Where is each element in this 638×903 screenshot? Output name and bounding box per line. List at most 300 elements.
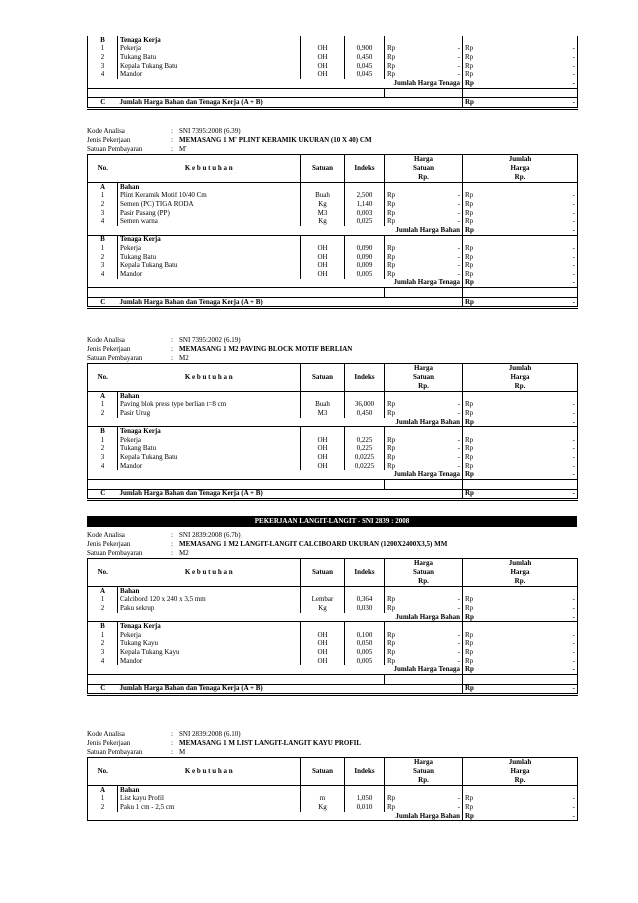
item-index: 0,005	[345, 648, 385, 657]
total-price-value: -	[479, 604, 578, 613]
unit-price-value: -	[401, 261, 463, 270]
table-header-row	[88, 577, 578, 587]
header-harga-satuan: Harga	[385, 155, 463, 165]
total-price-value: -	[479, 192, 578, 201]
total-price-value: -	[479, 401, 578, 410]
empty-cell	[463, 674, 479, 684]
table-header-row	[88, 776, 578, 786]
total-price-value: -	[479, 200, 578, 209]
empty-cell	[88, 382, 118, 392]
currency-label: Rp	[387, 444, 396, 453]
item-index: 0,450	[345, 409, 385, 418]
spacer-row	[88, 288, 578, 298]
empty-cell	[301, 183, 345, 192]
group-header-row	[88, 786, 578, 795]
item-index: 0,005	[345, 657, 385, 666]
unit-price-value: -	[401, 409, 463, 418]
item-description: Mandor	[120, 70, 143, 79]
item-description: Paku 1 cm - 2,5 cm	[120, 803, 175, 811]
header-harga-satuan: Rp.	[385, 173, 463, 183]
table-row	[88, 795, 578, 804]
grand-total-row	[88, 684, 578, 695]
currency-label: Rp	[387, 656, 396, 665]
item-number: 3	[88, 62, 118, 71]
item-number: 3	[88, 648, 118, 657]
table-header-row	[88, 559, 578, 569]
info-separator: :	[171, 353, 173, 362]
item-number: 1	[88, 192, 118, 201]
item-number: 1	[88, 401, 118, 410]
info-value: SNI 7395:2002 (6.19)	[179, 336, 241, 344]
item-index: 0,225	[345, 436, 385, 445]
empty-cell	[301, 235, 345, 244]
currency-label: Rp	[465, 648, 474, 656]
unit-price-value: -	[401, 462, 463, 471]
table-header-row	[88, 173, 578, 183]
empty-cell	[463, 36, 479, 45]
item-unit: Kg	[301, 200, 345, 209]
table-row	[88, 596, 578, 605]
currency-label: Rp	[465, 400, 474, 409]
empty-cell	[385, 786, 401, 795]
unit-price-value: -	[401, 453, 463, 462]
total-price-value: -	[479, 217, 578, 226]
empty-cell	[88, 479, 118, 489]
currency-label: Rp	[463, 489, 479, 500]
group-letter: B	[88, 235, 118, 244]
analysis-table	[87, 154, 578, 309]
item-unit: OH	[301, 462, 345, 471]
empty-cell	[301, 559, 345, 569]
empty-cell	[118, 758, 301, 768]
spacer-row	[88, 479, 578, 489]
empty-cell	[401, 427, 463, 436]
table-row	[88, 45, 578, 54]
empty-cell	[301, 382, 345, 392]
subtotal-bahan-row	[88, 418, 578, 427]
header-no: No.	[88, 767, 118, 776]
info-label: Jenis Pekerjaan	[87, 344, 131, 353]
item-description: Plint Keramik Motif 10/40 Cm	[120, 191, 207, 200]
item-description: Kepala Tukang Batu	[120, 261, 178, 270]
currency-label: Rp	[387, 595, 396, 604]
item-unit: OH	[301, 640, 345, 649]
empty-cell	[118, 173, 301, 183]
empty-cell	[479, 36, 578, 45]
currency-label: Rp	[463, 418, 479, 427]
subtotal-value: -	[479, 79, 578, 88]
empty-cell	[385, 288, 401, 298]
header-harga-satuan: Satuan	[385, 568, 463, 577]
item-description: Tukang Batu	[120, 252, 157, 261]
currency-label: Rp	[387, 435, 396, 444]
info-separator: :	[171, 548, 173, 557]
item-description: Semen (PC) TIGA RODA	[120, 200, 194, 208]
empty-cell	[301, 88, 345, 98]
grand-total-label: Jumlah Harga Bahan dan Tenaga Kerja (A + B)	[118, 297, 463, 308]
group-header-row	[88, 427, 578, 436]
info-label: Jenis Pekerjaan	[87, 738, 131, 747]
item-unit: m	[301, 795, 345, 804]
empty-cell	[385, 622, 401, 631]
item-number: 2	[88, 200, 118, 209]
empty-cell	[345, 577, 385, 587]
item-index: 1,140	[345, 200, 385, 209]
info-label: Satuan Pembayaran	[87, 747, 143, 756]
empty-cell	[345, 183, 385, 192]
currency-label: Rp	[387, 217, 396, 226]
item-description: Paving blok press type berlian t=8 cm	[120, 400, 227, 409]
empty-cell	[88, 665, 118, 674]
empty-cell	[88, 279, 118, 288]
info-value: M2	[179, 548, 189, 557]
header-satuan: Satuan	[301, 373, 345, 382]
header-harga-satuan: Rp.	[385, 382, 463, 392]
total-price-value: -	[479, 795, 578, 804]
total-price-value: -	[479, 62, 578, 71]
empty-cell	[385, 427, 401, 436]
empty-cell	[345, 674, 385, 684]
unit-price-value: -	[401, 640, 463, 649]
currency-label: Rp	[465, 803, 474, 811]
item-index: 0,364	[345, 596, 385, 605]
empty-cell	[463, 288, 479, 298]
table-row	[88, 200, 578, 209]
unit-price-value: -	[401, 657, 463, 666]
header-jumlah-harga: Harga	[463, 767, 578, 776]
currency-label: Rp	[387, 261, 396, 270]
header-jumlah-harga: Rp.	[463, 382, 578, 392]
item-index: 1,050	[345, 795, 385, 804]
info-value: SNI 7395:2008 (6.39)	[179, 127, 241, 135]
item-description: List kayu Profil	[120, 794, 164, 803]
table-row	[88, 604, 578, 613]
unit-price-value: -	[401, 45, 463, 54]
currency-label: Rp	[465, 261, 474, 270]
table-header-row	[88, 382, 578, 392]
item-index: 0,450	[345, 53, 385, 62]
empty-cell	[118, 665, 301, 674]
grand-total-value: -	[479, 297, 578, 308]
currency-label: Rp	[463, 98, 479, 109]
empty-cell	[401, 288, 463, 298]
info-label: Jenis Pekerjaan	[87, 135, 131, 144]
header-jumlah-harga: Rp.	[463, 577, 578, 587]
table-header-row	[88, 767, 578, 776]
unit-price-value: -	[401, 270, 463, 279]
item-unit: OH	[301, 657, 345, 666]
total-price-value: -	[479, 657, 578, 666]
header-jumlah-harga: Jumlah	[463, 364, 578, 374]
item-unit: OH	[301, 436, 345, 445]
subtotal-value: -	[479, 279, 578, 288]
item-unit: OH	[301, 648, 345, 657]
empty-cell	[88, 418, 118, 427]
group-letter: A	[88, 786, 118, 795]
total-price-value: -	[479, 648, 578, 657]
subtotal-value: -	[479, 812, 578, 821]
empty-cell	[463, 392, 479, 401]
info-value: SNI 2839:2008 (6.7b)	[179, 531, 241, 539]
unit-price-value: -	[401, 53, 463, 62]
subtotal-value: -	[479, 418, 578, 427]
analysis-info	[87, 731, 361, 757]
item-unit: Lembar	[301, 596, 345, 605]
analysis-table	[87, 363, 578, 501]
table-row	[88, 217, 578, 226]
group-letter: C	[88, 489, 118, 500]
group-letter: A	[88, 183, 118, 192]
empty-cell	[118, 674, 301, 684]
table-row	[88, 253, 578, 262]
info-value: M'	[179, 144, 187, 153]
empty-cell	[301, 288, 345, 298]
empty-cell	[345, 559, 385, 569]
empty-cell	[301, 392, 345, 401]
item-description: Kepala Tukang Batu	[120, 61, 178, 70]
item-unit: M3	[301, 409, 345, 418]
empty-cell	[88, 674, 118, 684]
empty-cell	[301, 470, 345, 479]
item-description: Pekerja	[120, 244, 141, 252]
empty-cell	[118, 226, 301, 235]
empty-cell	[88, 288, 118, 298]
currency-label: Rp	[387, 400, 396, 409]
currency-label: Rp	[465, 61, 474, 70]
empty-cell	[118, 88, 301, 98]
header-kebutuhan: K e b u t u h a n	[184, 568, 233, 576]
empty-cell	[118, 279, 301, 288]
subtotal-label: Jumlah Harga Tenaga	[345, 279, 463, 288]
currency-label: Rp	[463, 684, 479, 695]
unit-price-value: -	[401, 70, 463, 79]
total-price-value: -	[479, 409, 578, 418]
unit-price-value: -	[401, 445, 463, 454]
unit-price-value: -	[401, 192, 463, 201]
empty-cell	[345, 758, 385, 768]
total-price-value: -	[479, 631, 578, 640]
item-unit: OH	[301, 631, 345, 640]
currency-label: Rp	[387, 208, 396, 217]
empty-cell	[301, 577, 345, 587]
currency-label: Rp	[465, 200, 474, 208]
currency-label: Rp	[387, 803, 396, 811]
total-price-value: -	[479, 596, 578, 605]
empty-cell	[401, 88, 463, 98]
subtotal-bahan-row	[88, 613, 578, 622]
item-number: 4	[88, 70, 118, 79]
item-unit: OH	[301, 270, 345, 279]
item-index: 0,050	[345, 640, 385, 649]
info-separator: :	[171, 747, 173, 756]
currency-label: Rp	[387, 61, 396, 70]
empty-cell	[401, 786, 463, 795]
table-row	[88, 409, 578, 418]
header-harga-satuan: Rp.	[385, 577, 463, 587]
empty-cell	[118, 364, 301, 374]
empty-cell	[385, 392, 401, 401]
currency-label: Rp	[465, 244, 474, 252]
header-indeks: Indeks	[345, 373, 385, 382]
item-description: Semen warna	[120, 217, 158, 226]
item-description: Pekerja	[120, 630, 141, 639]
item-description: Pasir Pasang (PP)	[120, 208, 170, 217]
info-value: SNI 2839:2008 (6.10)	[179, 730, 241, 738]
subtotal-value: -	[479, 226, 578, 235]
empty-cell	[385, 674, 401, 684]
analysis-table	[87, 558, 578, 696]
item-unit: OH	[301, 53, 345, 62]
currency-label: Rp	[465, 630, 474, 639]
info-label: Kode Analisa	[87, 127, 125, 135]
table-header-row	[88, 568, 578, 577]
header-jumlah-harga: Jumlah	[463, 559, 578, 569]
item-unit: Kg	[301, 803, 345, 812]
currency-label: Rp	[465, 444, 474, 453]
empty-cell	[88, 577, 118, 587]
empty-cell	[345, 622, 385, 631]
empty-cell	[88, 173, 118, 183]
group-header-row	[88, 183, 578, 192]
empty-cell	[301, 786, 345, 795]
spacer-row	[88, 88, 578, 98]
spacer-row	[88, 674, 578, 684]
info-value: MEMASANG 1 M2 PAVING BLOCK MOTIF BERLIAN	[179, 344, 353, 353]
section-banner: PEKERJAAN LANGIT-LANGIT - SNI 2839 : 2008	[87, 516, 577, 527]
header-satuan: Satuan	[301, 767, 345, 776]
group-letter: C	[88, 297, 118, 308]
currency-label: Rp	[387, 630, 396, 639]
subtotal-tenaga-row	[88, 470, 578, 479]
item-index: 2,500	[345, 192, 385, 201]
table-row	[88, 192, 578, 201]
item-index: 0,009	[345, 261, 385, 270]
group-letter: B	[88, 622, 118, 631]
empty-cell	[479, 392, 578, 401]
total-price-value: -	[479, 253, 578, 262]
empty-cell	[479, 88, 578, 98]
currency-label: Rp	[387, 269, 396, 278]
currency-label: Rp	[465, 409, 474, 417]
info-separator: :	[171, 539, 173, 548]
empty-cell	[401, 392, 463, 401]
empty-cell	[401, 479, 463, 489]
grand-total-label: Jumlah Harga Bahan dan Tenaga Kerja (A + B)	[118, 489, 463, 500]
item-index: 0,0225	[345, 462, 385, 471]
info-separator: :	[171, 730, 173, 738]
currency-label: Rp	[463, 297, 479, 308]
header-jumlah-harga: Jumlah	[463, 758, 578, 768]
item-description: Pekerja	[120, 44, 141, 53]
empty-cell	[88, 470, 118, 479]
empty-cell	[301, 812, 345, 821]
unit-price-value: -	[401, 803, 463, 812]
empty-cell	[118, 382, 301, 392]
subtotal-bahan-row	[88, 226, 578, 235]
empty-cell	[479, 235, 578, 244]
info-value: M	[179, 747, 186, 756]
header-harga-satuan: Rp.	[385, 776, 463, 786]
total-price-value: -	[479, 261, 578, 270]
empty-cell	[301, 665, 345, 674]
empty-cell	[385, 235, 401, 244]
item-index: 0,900	[345, 45, 385, 54]
analysis-info	[87, 532, 447, 558]
empty-cell	[345, 587, 385, 596]
currency-label: Rp	[387, 252, 396, 261]
info-separator: :	[171, 738, 173, 747]
info-value: MEMASANG 1 M2 LANGIT-LANGIT CALCIBOARD UKURAN (1200X2400X3,5) MM	[179, 539, 448, 548]
item-description: Mandor	[120, 656, 143, 665]
currency-label: Rp	[465, 639, 474, 648]
item-index: 0,003	[345, 209, 385, 218]
empty-cell	[345, 364, 385, 374]
empty-cell	[88, 758, 118, 768]
empty-cell	[118, 812, 301, 821]
group-title: Tenaga Kerja	[120, 622, 161, 631]
table-row	[88, 631, 578, 640]
info-label: Kode Analisa	[87, 336, 125, 344]
group-title: Tenaga Kerja	[120, 235, 161, 244]
currency-label: Rp	[387, 44, 396, 53]
currency-label: Rp	[387, 453, 396, 461]
header-kebutuhan: K e b u t u h a n	[184, 373, 233, 381]
currency-label: Rp	[463, 79, 479, 88]
currency-label: Rp	[387, 191, 396, 200]
item-description: Tukang Batu	[120, 444, 157, 453]
item-number: 2	[88, 640, 118, 649]
grand-total-value: -	[479, 489, 578, 500]
empty-cell	[463, 427, 479, 436]
currency-label: Rp	[387, 648, 396, 656]
empty-cell	[118, 613, 301, 622]
group-letter: C	[88, 684, 118, 695]
empty-cell	[301, 418, 345, 427]
info-label: Satuan Pembayaran	[87, 548, 143, 557]
currency-label: Rp	[387, 70, 396, 79]
header-harga-satuan: Satuan	[385, 767, 463, 776]
unit-price-value: -	[401, 62, 463, 71]
empty-cell	[88, 364, 118, 374]
total-price-value: -	[479, 436, 578, 445]
item-number: 1	[88, 596, 118, 605]
empty-cell	[118, 79, 301, 88]
total-price-value: -	[479, 453, 578, 462]
empty-cell	[301, 622, 345, 631]
empty-cell	[463, 88, 479, 98]
table-row	[88, 244, 578, 253]
header-indeks: Indeks	[345, 164, 385, 173]
header-satuan: Satuan	[301, 164, 345, 173]
group-title: Bahan	[120, 391, 140, 400]
item-description: Mandor	[120, 269, 143, 278]
item-unit: OH	[301, 261, 345, 270]
empty-cell	[118, 470, 301, 479]
header-indeks: Indeks	[345, 568, 385, 577]
group-header-row	[88, 392, 578, 401]
analysis-table	[87, 757, 578, 821]
empty-cell	[385, 88, 401, 98]
empty-cell	[463, 235, 479, 244]
empty-cell	[301, 155, 345, 165]
group-title: Bahan	[120, 586, 140, 595]
item-index: 0,0225	[345, 453, 385, 462]
group-title: Tenaga Kerja	[120, 36, 161, 44]
empty-cell	[88, 79, 118, 88]
empty-cell	[118, 479, 301, 489]
info-value: MEMASANG 1 M' PLINT KERAMIK UKURAN (10 X 40) CM	[179, 135, 372, 144]
empty-cell	[479, 622, 578, 631]
